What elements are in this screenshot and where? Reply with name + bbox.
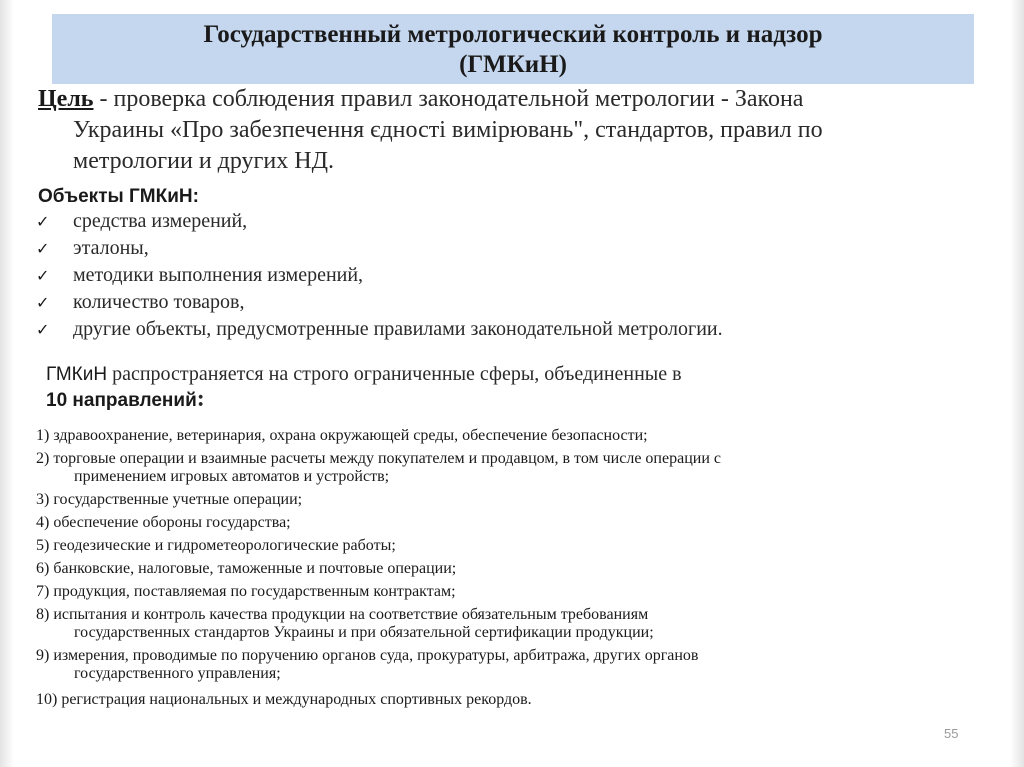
direction-text: 10) регистрация национальных и международных спортивных рекордов. [36,691,532,708]
direction-item [36,427,996,445]
direction-item [36,647,996,683]
direction-item [36,450,996,486]
direction-item [36,583,996,601]
checkmark-icon: ✓ [36,293,50,312]
direction-item [36,537,996,555]
checkmark-icon: ✓ [36,239,50,258]
right-shadow-divider [1010,0,1024,767]
direction-text: 9) измерения, проводимые по поручению органов суда, прокуратуры, арбитража, других органов [36,647,699,664]
list-item-text: количество товаров, [73,291,245,313]
list-item [36,235,976,262]
direction-text: 5) геодезические и гидрометеорологические работы; [36,537,396,554]
direction-item [36,514,996,532]
list-item-text: средства измерений, [73,210,248,232]
direction-text: 1) здравоохранение, ветеринария, охрана окружающей среды, обеспечение безопасности; [36,427,648,444]
scope-lead: ГМКиН [46,364,108,385]
scope-paragraph [46,362,946,413]
checkmark-icon: ✓ [36,266,50,285]
scope-line2 [46,387,946,413]
checkmark-icon: ✓ [36,320,50,339]
direction-text-continued: государственного управления; [74,665,281,682]
direction-item [36,691,996,709]
list-item-text: другие объекты, предусмотренные правилами законодательной метрологии. [73,318,723,340]
objects-list [36,208,976,343]
objects-heading-text: Объекты ГМКиН: [38,186,199,207]
scope-text: распространяется на строго ограниченные сферы, объединенные в [107,363,682,385]
goal-paragraph [38,84,978,177]
goal-line1 [38,84,978,115]
scope-count: 10 направлений [46,390,197,411]
direction-item [36,491,996,509]
direction-text: 3) государственные учетные операции; [36,491,303,508]
slide-title [52,14,974,84]
direction-text: 6) банковские, налоговые, таможенные и почтовые операции; [36,560,457,577]
goal-label: Цель [38,86,94,112]
goal-dash: - [99,86,108,112]
list-item [36,289,976,316]
goal-text-line3: метрологии и других НД. [73,148,334,174]
scope-line1 [46,362,946,387]
direction-text: 7) продукция, поставляемая по государственным контрактам; [36,583,456,600]
direction-text: 4) обеспечение обороны государства; [36,514,291,531]
direction-text-continued: применением игровых автоматов и устройств; [74,468,390,485]
list-item [36,208,976,235]
left-shadow-divider [0,0,14,767]
checkmark-icon: ✓ [36,212,50,231]
goal-text-line1: проверка соблюдения правил законодательной метрологии - Закона [107,86,804,112]
directions-list [36,427,996,714]
slide-title-line2: (ГМКиН) [459,51,567,78]
list-item-text: эталоны, [73,237,149,259]
direction-item [36,560,996,578]
list-item [36,262,976,289]
list-item-text: методики выполнения измерений, [73,264,364,286]
direction-text: 2) торговые операции и взаимные расчеты между покупателем и продавцом, в том числе операции с [36,450,721,467]
direction-text: 8) испытания и контроль качества продукции на соответствие обязательным требованиям [36,606,649,623]
direction-text-continued: государственных стандартов Украины и при обязательной сертификации продукции; [74,624,654,641]
direction-item [36,606,996,642]
slide-title-line1: Государственный метрологический контроль и надзор [203,21,823,48]
scope-colon: : [196,386,205,412]
page-number: 55 [944,726,959,741]
objects-heading [38,184,199,209]
list-item [36,316,976,343]
goal-text-line2: Украины «Про забезпечення єдності вимірювань", стандартов, правил по [73,117,823,143]
